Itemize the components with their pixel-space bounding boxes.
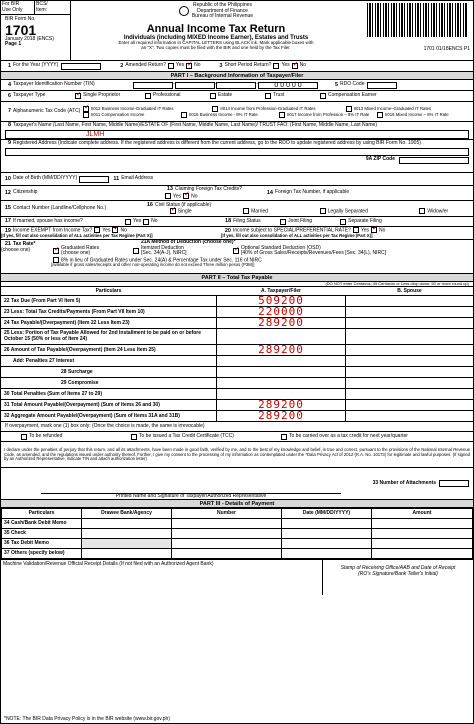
tax-row-label: 25 Less: Portion of Tax Payable Allowed for 2nd Installment to be paid on or before October 15 (50% or less of Item 24) xyxy=(4,330,201,342)
row-exempt-special: 19 Income EXEMPT from Income Tax? Yes✓ No [If yes, fill out also consolidation of ALL activities per Tax Regime (Part X)] 20 Income subject to SPECIAL/PREFERENTIAL RATE? Yes✓ No [If yes, fill out also consolidation of ALL activities per Tax Regime (Part X)] xyxy=(1,227,473,240)
short-no-label: No xyxy=(299,62,307,69)
spouse-amount-field[interactable] xyxy=(346,307,473,317)
cs-single-label: Single xyxy=(177,208,192,215)
form-title: Annual Income Tax Return xyxy=(146,22,286,35)
instruction-line-2: an "X". Two copies must be filed with the BIR and one held by the Tax Filer. xyxy=(141,45,291,51)
use-only-label: Use Only xyxy=(2,6,23,13)
cs-widow-label: Widow/er xyxy=(427,208,449,215)
amended-yes-checkbox[interactable] xyxy=(168,63,174,69)
zip-input[interactable] xyxy=(399,157,469,164)
payment-cash-label: 34 Cash/Bank Debit Memo xyxy=(2,519,82,529)
tax-row xyxy=(1,345,473,356)
amended-return-label: Amended Return? xyxy=(125,62,166,69)
type-prof-checkbox[interactable] xyxy=(145,93,151,99)
payment-row-check xyxy=(2,529,473,539)
row-citizenship: 12 Citizenship 13 Claiming Foreign Tax Credits? Yes✓ No 14 Foreign Tax Number, if applicable xyxy=(1,186,473,201)
col-taxpayer: A. Taxpayer/Filer xyxy=(261,287,301,294)
spouse-amount-field[interactable] xyxy=(346,411,473,421)
barcode-block xyxy=(361,1,473,60)
tin-part-2[interactable] xyxy=(175,82,215,89)
machine-validation-label: Machine Validation/Revenue Official Receipt Details (If not filed with an Authorized Agent Bank) xyxy=(1,560,323,595)
tax-row-label: 29 Compromise xyxy=(61,379,99,386)
form-date: January 2018 (ENCS) xyxy=(5,35,54,42)
joint-filing-checkbox[interactable] xyxy=(280,219,286,225)
row-tin: 4 Taxpayer Identification Number (TIN) 0 0 0 0 0 5 RDO Code xyxy=(1,80,473,91)
atc-option-ii015[interactable] xyxy=(179,112,277,118)
attachments-label: 33 Number of Attachments xyxy=(372,480,436,487)
stamp-sublabel: (RO's Signature/Bank Teller's Initial) xyxy=(358,570,438,577)
part3-title: PART III - Details of Payment xyxy=(1,500,473,508)
spouse-amount-field[interactable] xyxy=(346,296,473,306)
type-estate-checkbox[interactable] xyxy=(210,93,216,99)
tcc-label: To be issued a Tax Credit Certificate (TCC) xyxy=(139,433,234,440)
debit-date[interactable] xyxy=(282,539,372,549)
payment-col-amount: Amount xyxy=(372,509,473,519)
tax-row-label: 22 Tax Due (From Part VI Item 5) xyxy=(4,297,81,304)
part1-title: PART I – Background Information of Taxpayer/Filer xyxy=(1,72,473,80)
taxpayer-amount-field[interactable] xyxy=(216,378,346,388)
row-tax-rate: 21 Tax Rate* (choose one) 21A Method of Deduction (choose one)* ✓ Graduated Rates (choose one) Itemized Deduction [Sec. 34(A-J), NIRC] ✓ Optional Standard Deduction (OSD) [40% of Gross Sales/Receipts/Revenues/Fees [Sec. 34(L), NIRC] 8% in lieu of Graduated Rates under Sec. 24(A) & Percentage Tax under Sec. 116 of NIRC [available if gross sales/receipts and other non-operating income do not exceed Three million pesos (P3M)] xyxy=(1,240,473,274)
birth-date-input[interactable] xyxy=(79,176,109,183)
spouse-no-label: No xyxy=(151,217,158,224)
tax-rate-note: (choose one) xyxy=(1,246,31,253)
department-label: Department of Finance xyxy=(197,7,248,14)
row-overpayment-label xyxy=(1,422,473,432)
amended-no-checkbox[interactable] xyxy=(186,63,192,69)
row-overpayment-options xyxy=(1,432,473,442)
atc-option-ii016[interactable] xyxy=(375,112,473,118)
refund-checkbox[interactable] xyxy=(21,434,27,440)
payment-row-debit xyxy=(2,539,473,549)
payment-col-date: Date (MM/DD/YYYY) xyxy=(282,509,372,519)
col-particulars: Particulars xyxy=(95,287,122,294)
tax-row-label: 32 Aggregate Amount Payable/(Overpayment) (Sum of Items 31A and 31B) xyxy=(4,412,180,419)
spouse-amount-field[interactable] xyxy=(346,378,473,388)
atc-ii017-label: II017 Income from Profession – 8% IT Rate xyxy=(287,111,370,117)
row-signature xyxy=(1,468,473,500)
carry-over-checkbox[interactable] xyxy=(281,434,287,440)
check-amount[interactable] xyxy=(372,529,473,539)
cash-number[interactable] xyxy=(172,519,282,529)
row-taxpayer-name: 8 Taxpayer's Name (Last Name, First Name, Middle Name)/ESTATE OF (First Name, Middle Name, Last Name)/ TRUST FAO: (First Name, Middle Name, Last Name) JLMH xyxy=(1,122,473,140)
tcc-checkbox[interactable] xyxy=(131,434,137,440)
taxpayer-amount-field[interactable]: 220000 xyxy=(216,307,346,317)
special-note: [If yes, fill out also consolidation of ALL activities per Tax Regime (Part X)] xyxy=(221,233,373,239)
row-registered-address: 9 Registered Address (Indicate complete address. If the registered address is different from the current address, go to the RDO to update registered address by using BIR Form No. 1905) 9A ZIP Code xyxy=(1,140,473,173)
spouse-amount-field[interactable] xyxy=(346,345,473,355)
spouse-amount-field[interactable] xyxy=(346,318,473,328)
tax-row-label: Add: Penalties 27 Interest xyxy=(13,357,75,364)
spouse-amount-field[interactable] xyxy=(346,389,473,399)
tax-row-label: 28 Surcharge xyxy=(61,368,93,375)
graduated-rates-label: Graduated Rates xyxy=(61,244,100,251)
atc-ii012-label: II012 Business Income-Graduated IT Rates xyxy=(91,105,174,111)
exempt-label: Income EXEMPT from Income Tax? xyxy=(13,227,93,234)
tax-row xyxy=(1,411,473,422)
special-rate-label: Income subject to SPECIAL/PREFERENTIAL RATE? xyxy=(233,227,351,234)
taxpayer-amount-field[interactable]: 289200 xyxy=(216,345,346,355)
form-subtitle: Individuals (including MIXED Income Earner), Estates and Trusts xyxy=(123,34,309,41)
taxpayer-amount-field[interactable] xyxy=(216,329,346,344)
check-date[interactable] xyxy=(282,529,372,539)
osd-note: [40% of Gross Sales/Receipts/Revenues/Fees [Sec. 34(L), NIRC] xyxy=(241,250,387,256)
part2-column-header xyxy=(1,287,473,296)
type-trust-checkbox[interactable] xyxy=(265,93,271,99)
itemized-label: Itemized Deduction xyxy=(141,244,184,251)
taxpayer-amount-field[interactable]: 289200 xyxy=(216,400,346,410)
special-yes-label: Yes xyxy=(360,227,369,234)
tax-row xyxy=(1,400,473,411)
bir-seal-icon xyxy=(179,6,189,16)
atc-ii011-label: II011 Compensation Income xyxy=(91,111,145,117)
spouse-amount-field[interactable] xyxy=(346,329,473,344)
payment-col-particulars: Particulars xyxy=(2,509,82,519)
spouse-no-checkbox[interactable] xyxy=(143,219,149,225)
others-bank[interactable] xyxy=(82,549,172,559)
taxpayer-name-input[interactable]: JLMH xyxy=(5,130,469,139)
others-amount[interactable] xyxy=(372,549,473,559)
short-yes-checkbox[interactable] xyxy=(273,63,279,69)
eight-percent-checkbox[interactable] xyxy=(53,257,59,263)
payment-table xyxy=(1,508,473,559)
row-birth-email: 10 Date of Birth (MM/DD/YYYY) 11 Email Address xyxy=(1,173,473,186)
rdo-input[interactable] xyxy=(367,82,397,89)
signature-label: Printed Name and Signature of Taxpayer/Authorized Representative xyxy=(41,493,341,500)
address-label: Registered Address (Indicate complete address. If the registered address is different from the current address, go to the RDO to update registered address by using BIR Form No. 1905) xyxy=(13,140,421,146)
row-atc: 7 Alphanumeric Tax Code (ATC) ✓ II012 Business Income-Graduated IT Rates II014 Income from Profession-Graduated IT Rates II013 Mixed Income–Graduated IT Rates II011 Compensation Income II015 Business Income - 8% IT Rate II017 Income from Profession – 8% IT Rate II016 Mixed Income – 8% IT Rate xyxy=(1,102,473,122)
declaration: I declare under the penalties of perjury that this return, and all its attachments, have been made in good faith, verified by me, and to the best of my knowledge and belief, is true and correct, pursuant to the provisions of the National Internal Revenue Code, as amended, and the regulations issued under authority thereof. Further, I give my consent to the processing of my information as contemplated under the *Data Privacy Act of 2012 (R.A. No. 10173) for legitimate and lawful purposes. (If signed by an Authorized Representative, indicate TIN and attach authorization letter) xyxy=(1,442,473,468)
tax-row-label: 23 Less: Total Tax Credits/Payments (From Part VII Item 10) xyxy=(4,308,145,315)
type-single-checkbox[interactable] xyxy=(75,93,81,99)
others-date[interactable] xyxy=(282,549,372,559)
bcs-label: BCS/ xyxy=(36,1,48,7)
special-no-label: No xyxy=(379,227,386,234)
refund-label: To be refunded xyxy=(29,433,63,440)
tax-row xyxy=(1,329,473,345)
type-comp-checkbox[interactable] xyxy=(320,93,326,99)
type-single-label: Single Proprietor xyxy=(83,92,121,99)
overpayment-label: If overpayment, mark one (1) box only: (Once the choice is made, the same is irrevocable) xyxy=(5,423,205,430)
type-comp-label: Compensation Earner xyxy=(328,92,377,99)
type-estate-label: Estate xyxy=(218,92,233,99)
cash-amount[interactable] xyxy=(372,519,473,529)
short-yes-label: Yes xyxy=(281,62,290,69)
barcode-code: 1701 01/18ENCS P1 xyxy=(423,46,470,52)
cs-legal-label: Legally Separated xyxy=(327,208,368,215)
tax-row-label: 31 Total Amount Payable/(Overpayment) (Sum of Items 26 and 30) xyxy=(4,401,160,408)
tax-row xyxy=(1,367,473,378)
debit-number[interactable] xyxy=(172,539,282,549)
osd-checkbox[interactable] xyxy=(233,248,239,254)
payment-row-cash xyxy=(2,519,473,529)
form-no-label: BIR Form No. xyxy=(5,16,36,22)
atc-option-ii011[interactable] xyxy=(81,112,179,118)
type-prof-label: Professional xyxy=(153,92,181,99)
special-no[interactable] xyxy=(371,227,377,233)
tax-row-label: 30 Total Penalties (Sum of Items 27 to 29) xyxy=(4,390,102,397)
separate-filing-checkbox[interactable] xyxy=(340,219,346,225)
page-number: Page 1 xyxy=(5,41,22,47)
cs-married-checkbox[interactable] xyxy=(243,208,249,214)
check-number[interactable] xyxy=(172,529,282,539)
exempt-no[interactable] xyxy=(112,227,118,233)
type-trust-label: Trust xyxy=(273,92,285,99)
tax-row-label: 26 Amount of Tax Payable/(Overpayment) (Item 24 Less Item 25) xyxy=(4,346,156,353)
exempt-no-label: No xyxy=(120,227,127,234)
graduated-note: (choose one) xyxy=(61,250,91,256)
special-yes[interactable] xyxy=(353,227,359,233)
payment-row-others xyxy=(2,549,473,559)
separate-filing-label: Separate Filing xyxy=(348,217,382,224)
cs-widow-checkbox[interactable] xyxy=(419,208,425,214)
others-number[interactable] xyxy=(172,549,282,559)
foreign-credit-yes[interactable] xyxy=(165,193,171,199)
spouse-income-label: If married, spouse has income? xyxy=(13,217,83,224)
centavos-note: (DO NOT enter Centavos; 49 Centavos or Less drop down; 50 or more round up) xyxy=(1,282,473,287)
short-no-checkbox[interactable] xyxy=(292,63,298,69)
col-spouse: B. Spouse xyxy=(397,287,422,294)
exempt-yes[interactable] xyxy=(94,227,100,233)
barcode-image xyxy=(367,3,467,37)
amended-yes-label: Yes xyxy=(175,62,185,69)
row-items-1-3: 1 For the Year (YYYY) 2 Amended Return? Yes ✓ No 3 Short Period Return? Yes ✓ No xyxy=(1,61,473,72)
eight-percent-label: 8% in lieu of Graduated Rates under Sec. 24(A) & Percentage Tax under Sec. 116 of NIRC xyxy=(61,256,262,263)
spouse-yes-checkbox[interactable] xyxy=(125,219,131,225)
cs-legal-checkbox[interactable] xyxy=(320,208,326,214)
row-contact-civil: 15 Contact Number (Landline/Cellphone No.) 16 Civil Status (if applicable) ✓Single Married Legally Separated Widow/er xyxy=(1,201,473,217)
tax-row xyxy=(1,307,473,318)
cs-married-label: Married xyxy=(251,208,269,215)
tax-row xyxy=(1,389,473,400)
foreign-no-label: No xyxy=(191,193,198,200)
tax-row xyxy=(1,378,473,389)
exempt-note: [If yes, fill out also consolidation of ALL activities per Tax Regime (Part X)] xyxy=(1,233,153,239)
for-bir-label: For BIR xyxy=(2,1,20,7)
row-spouse-filing: 17 If married, spouse has income? Yes No 18 Filing Status Joint Filing Separate Filing xyxy=(1,217,473,227)
cash-bank[interactable] xyxy=(82,519,172,529)
tin-part-4[interactable]: 0 0 0 0 0 xyxy=(258,82,318,89)
stamp-label: Stamp of Receiving Office/AAB and Date of Receipt xyxy=(340,565,456,572)
form-id-block xyxy=(1,1,71,60)
deduction-method-label: 21A Method of Deduction (choose one)* xyxy=(141,239,236,245)
form-number: 1701 xyxy=(5,21,37,38)
graduated-rates-checkbox[interactable] xyxy=(53,248,59,254)
spouse-amount-field[interactable] xyxy=(346,400,473,410)
eight-percent-note: [available if gross sales/receipts and other non-operating income do not exceed Three million pesos (P3M)] xyxy=(51,262,255,268)
filing-status-label: Filing Status xyxy=(233,217,261,224)
itemized-checkbox[interactable] xyxy=(133,248,139,254)
tax-row xyxy=(1,356,473,367)
part2-rows xyxy=(1,296,473,422)
payment-col-bank: Drawee Bank/Agency xyxy=(82,509,172,519)
row-taxpayer-type: 6 Taxpayer Type ✓ Single Proprietor Professional Estate Trust Compensation Earner xyxy=(1,91,473,102)
privacy-footer: *NOTE: The BIR Data Privacy Policy is in the BIR website (www.bir.gov.ph) xyxy=(4,715,170,722)
check-bank[interactable] xyxy=(82,529,172,539)
taxpayer-amount-field[interactable] xyxy=(216,367,346,377)
carry-over-label: To be carried over as a tax credit for next year/quarter xyxy=(289,433,408,440)
rdo-label: RDO Code xyxy=(340,81,365,88)
atc-option-ii017[interactable] xyxy=(277,112,375,118)
birth-date-label: Date of Birth (MM/DD/YYYY) xyxy=(13,175,78,182)
payment-check-label: 35 Check xyxy=(2,529,82,539)
contact-label: Contact Number (Landline/Cellphone No.) xyxy=(13,204,107,211)
taxpayer-amount-field[interactable]: 289200 xyxy=(216,318,346,328)
payment-debit-label: 36 Tax Debit Memo xyxy=(2,539,82,549)
foreign-credit-no[interactable] xyxy=(183,193,189,199)
instruction-line-1: Enter all required information in CAPITAL LETTERS using BLACK ink. Mark applicable boxes with xyxy=(118,40,314,46)
civil-status-label: Civil Status (if applicable) xyxy=(155,201,212,208)
citizenship-label: Citizenship xyxy=(13,189,38,196)
atc-label: Alphanumeric Tax Code (ATC) xyxy=(13,107,81,114)
exempt-yes-label: Yes xyxy=(102,227,111,234)
itemized-note: [Sec. 34(A-J), NIRC] xyxy=(141,250,187,256)
debit-bank xyxy=(82,539,172,549)
atc-ii016-label: II016 Mixed Income – 8% IT Rate xyxy=(385,111,449,117)
foreign-credit-label: Claiming Foreign Tax Credits? xyxy=(175,186,242,193)
for-year-input[interactable] xyxy=(61,63,101,70)
joint-filing-label: Joint Filing xyxy=(288,217,313,224)
taxpayer-amount-field[interactable] xyxy=(216,356,346,366)
cs-single-checkbox[interactable] xyxy=(170,208,176,214)
tax-row xyxy=(1,318,473,329)
email-label: Email Address xyxy=(121,175,154,182)
part2-title: PART II – Total Tax Payable xyxy=(1,274,473,282)
taxpayer-amount-field[interactable]: 509200 xyxy=(216,296,346,306)
atc-ii015-label: II015 Business Income - 8% IT Rate xyxy=(189,111,258,117)
tin-part-3[interactable] xyxy=(216,82,256,89)
zip-label: 9A ZIP Code xyxy=(365,156,395,163)
form-header xyxy=(1,1,473,61)
cash-date[interactable] xyxy=(282,519,372,529)
attachments-input[interactable] xyxy=(439,480,469,487)
payment-col-number: Number xyxy=(172,509,282,519)
item-label: Item: xyxy=(36,6,48,13)
spouse-amount-field[interactable] xyxy=(346,356,473,366)
debit-amount[interactable] xyxy=(372,539,473,549)
osd-label: Optional Standard Deduction (OSD) xyxy=(241,244,321,251)
taxpayer-amount-field[interactable]: 289200 xyxy=(216,411,346,421)
address-input-line-1[interactable] xyxy=(5,148,469,156)
tax-rate-label: Tax Rate* xyxy=(13,241,36,247)
spouse-yes-label: Yes xyxy=(133,217,142,224)
validation-area xyxy=(1,559,473,595)
foreign-yes-label: Yes xyxy=(173,193,182,200)
payment-others-label: 37 Others (specify below) xyxy=(2,549,82,559)
form-title-block xyxy=(71,1,361,60)
amended-no-label: No xyxy=(194,62,201,69)
bureau-label: Bureau of Internal Revenue xyxy=(191,13,254,19)
tax-row-label: 24 Tax Payable/(Overpayment) (Item 22 Less Item 23) xyxy=(4,319,130,326)
for-year-label: For the Year (YYYY) xyxy=(13,62,59,69)
taxpayer-type-label: Taxpayer Type xyxy=(13,92,46,99)
taxpayer-name-label: Taxpayer's Name (Last Name, First Name, Middle Name)/ESTATE OF (First Name, Middle Name, Last Name)/ TRUST FAO: (First Name, Middle Name, Last Name) xyxy=(13,122,378,128)
tax-row xyxy=(1,296,473,307)
republic-label: Republic of the Philippines xyxy=(193,2,252,8)
spouse-amount-field[interactable] xyxy=(346,367,473,377)
short-period-label: Short Period Return? xyxy=(224,62,272,69)
tin-part-1[interactable] xyxy=(133,82,173,89)
tin-label: Taxpayer Identification Number (TIN) xyxy=(13,81,95,88)
atc-ii013-label: II013 Mixed Income–Graduated IT Rates xyxy=(353,105,432,111)
atc-ii014-label: II014 Income from Profession-Graduated IT Rates xyxy=(220,105,316,111)
foreign-tax-no-label: Foreign Tax Number, if applicable xyxy=(275,189,350,196)
